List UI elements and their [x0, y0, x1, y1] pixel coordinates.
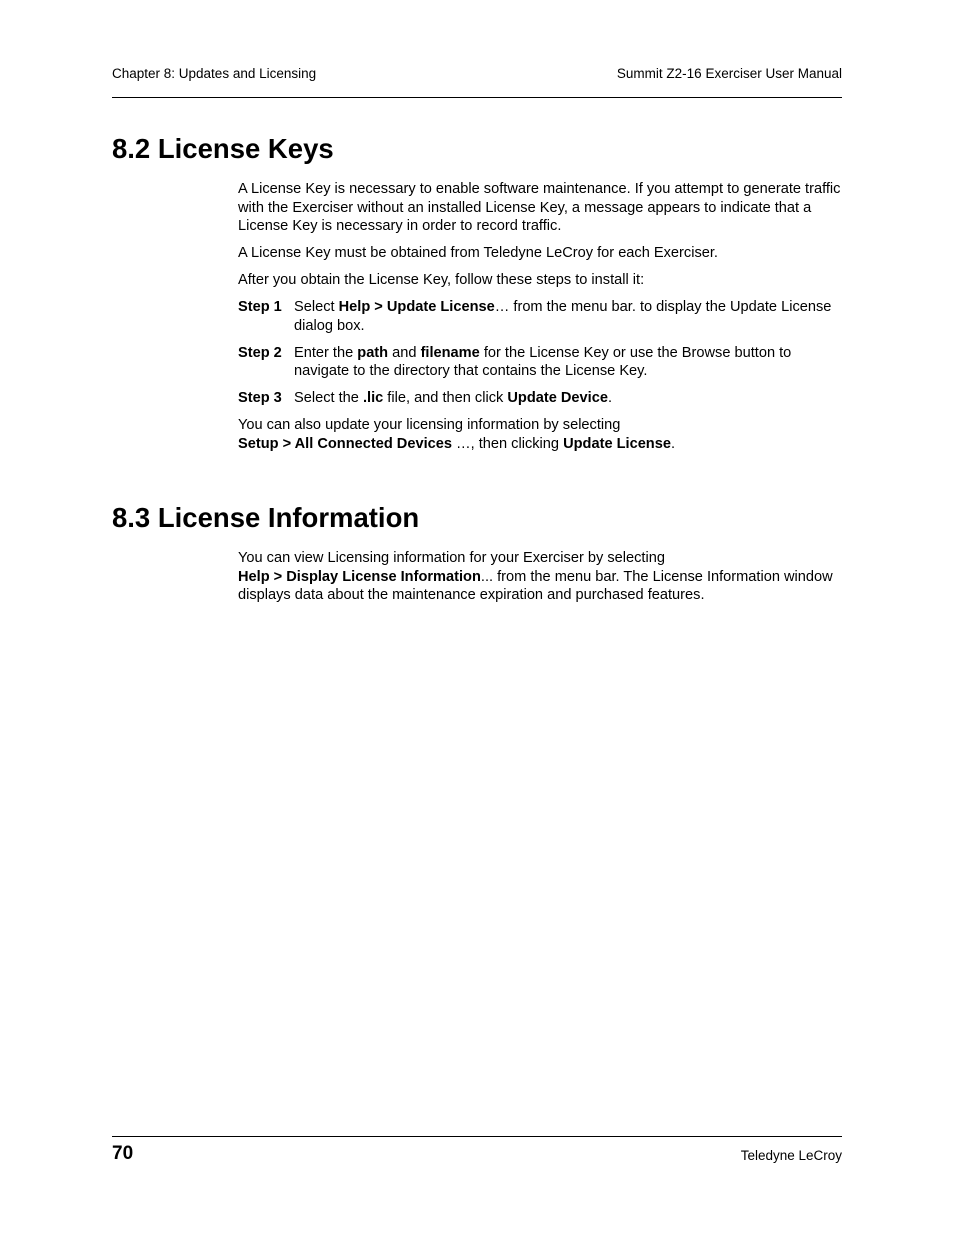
- step-1-text: [294, 298, 844, 335]
- step-1-menu-path: Help > Update License: [338, 299, 495, 315]
- paragraph-alternate-update: [238, 416, 844, 453]
- step-3-button-name: Update Device: [507, 390, 608, 406]
- step-3-text: [294, 389, 844, 408]
- step-2-text: [294, 344, 844, 381]
- paragraph-license-key-source: A License Key must be obtained from Teledyne LeCroy for each Exerciser.: [238, 245, 718, 261]
- step-2-text-part: Enter the: [294, 344, 358, 361]
- footer-divider: [112, 1136, 842, 1137]
- alternate-update-menu-path: Setup > All Connected Devices: [238, 435, 452, 452]
- license-information-menu-path: Help > Display License Information: [238, 568, 481, 585]
- step-1: [238, 298, 844, 335]
- step-3-text-part: Select the: [294, 390, 363, 406]
- step-3: [238, 389, 844, 408]
- running-header-chapter: Chapter 8: Updates and Licensing: [112, 66, 317, 81]
- alternate-update-button-name: Update License: [563, 435, 671, 452]
- step-3-label: Step 3: [238, 390, 282, 406]
- alternate-update-text: You can also update your licensing information by selecting: [238, 417, 621, 433]
- step-2-filename-term: filename: [420, 344, 480, 361]
- step-3-text-part: file, and then click: [383, 390, 508, 406]
- step-1-text-part: … from the menu bar. to display the Update License dialog box.: [294, 299, 832, 334]
- step-2-text-part: for the License Key or use the Browse button to navigate to the directory that contains the License Key.: [294, 344, 792, 379]
- running-header-manual-title: Summit Z2-16 Exerciser User Manual: [616, 66, 842, 81]
- paragraph-license-key-intro: A License Key is necessary to enable software maintenance. If you attempt to generate traffic with the Exerciser without an installed License Key, a message appears to indicate that a License Key is necessary in order to record traffic.: [238, 181, 841, 234]
- section-body-license-keys: [238, 180, 844, 462]
- step-2: [238, 344, 844, 381]
- page-number: 70: [112, 1143, 134, 1164]
- section-body-license-information: [238, 549, 844, 613]
- step-1-label: Step 1: [238, 299, 282, 315]
- license-information-text: ... from the menu bar. The License Information window displays data about the maintenance expiration and purchased features.: [238, 568, 833, 603]
- alternate-update-text: …, then clicking: [451, 435, 564, 452]
- paragraph-install-steps-intro: After you obtain the License Key, follow these steps to install it:: [238, 272, 645, 288]
- step-2-label: Step 2: [238, 344, 282, 361]
- license-information-text: You can view Licensing information for your Exerciser by selecting: [238, 550, 665, 566]
- step-3-text-part: .: [607, 390, 613, 406]
- alternate-update-text: .: [670, 435, 676, 452]
- step-1-text-part: Select: [294, 299, 339, 315]
- step-2-path-term: path: [357, 344, 389, 361]
- step-3-file-extension: .lic: [362, 390, 384, 406]
- section-heading-license-information: 8.3 License Information: [112, 502, 420, 533]
- paragraph-license-information: [238, 549, 844, 605]
- header-divider: [112, 97, 842, 98]
- step-2-text-part: and: [388, 344, 421, 361]
- section-heading-license-keys: 8.2 License Keys: [112, 133, 334, 164]
- footer-company: Teledyne LeCroy: [740, 1148, 842, 1163]
